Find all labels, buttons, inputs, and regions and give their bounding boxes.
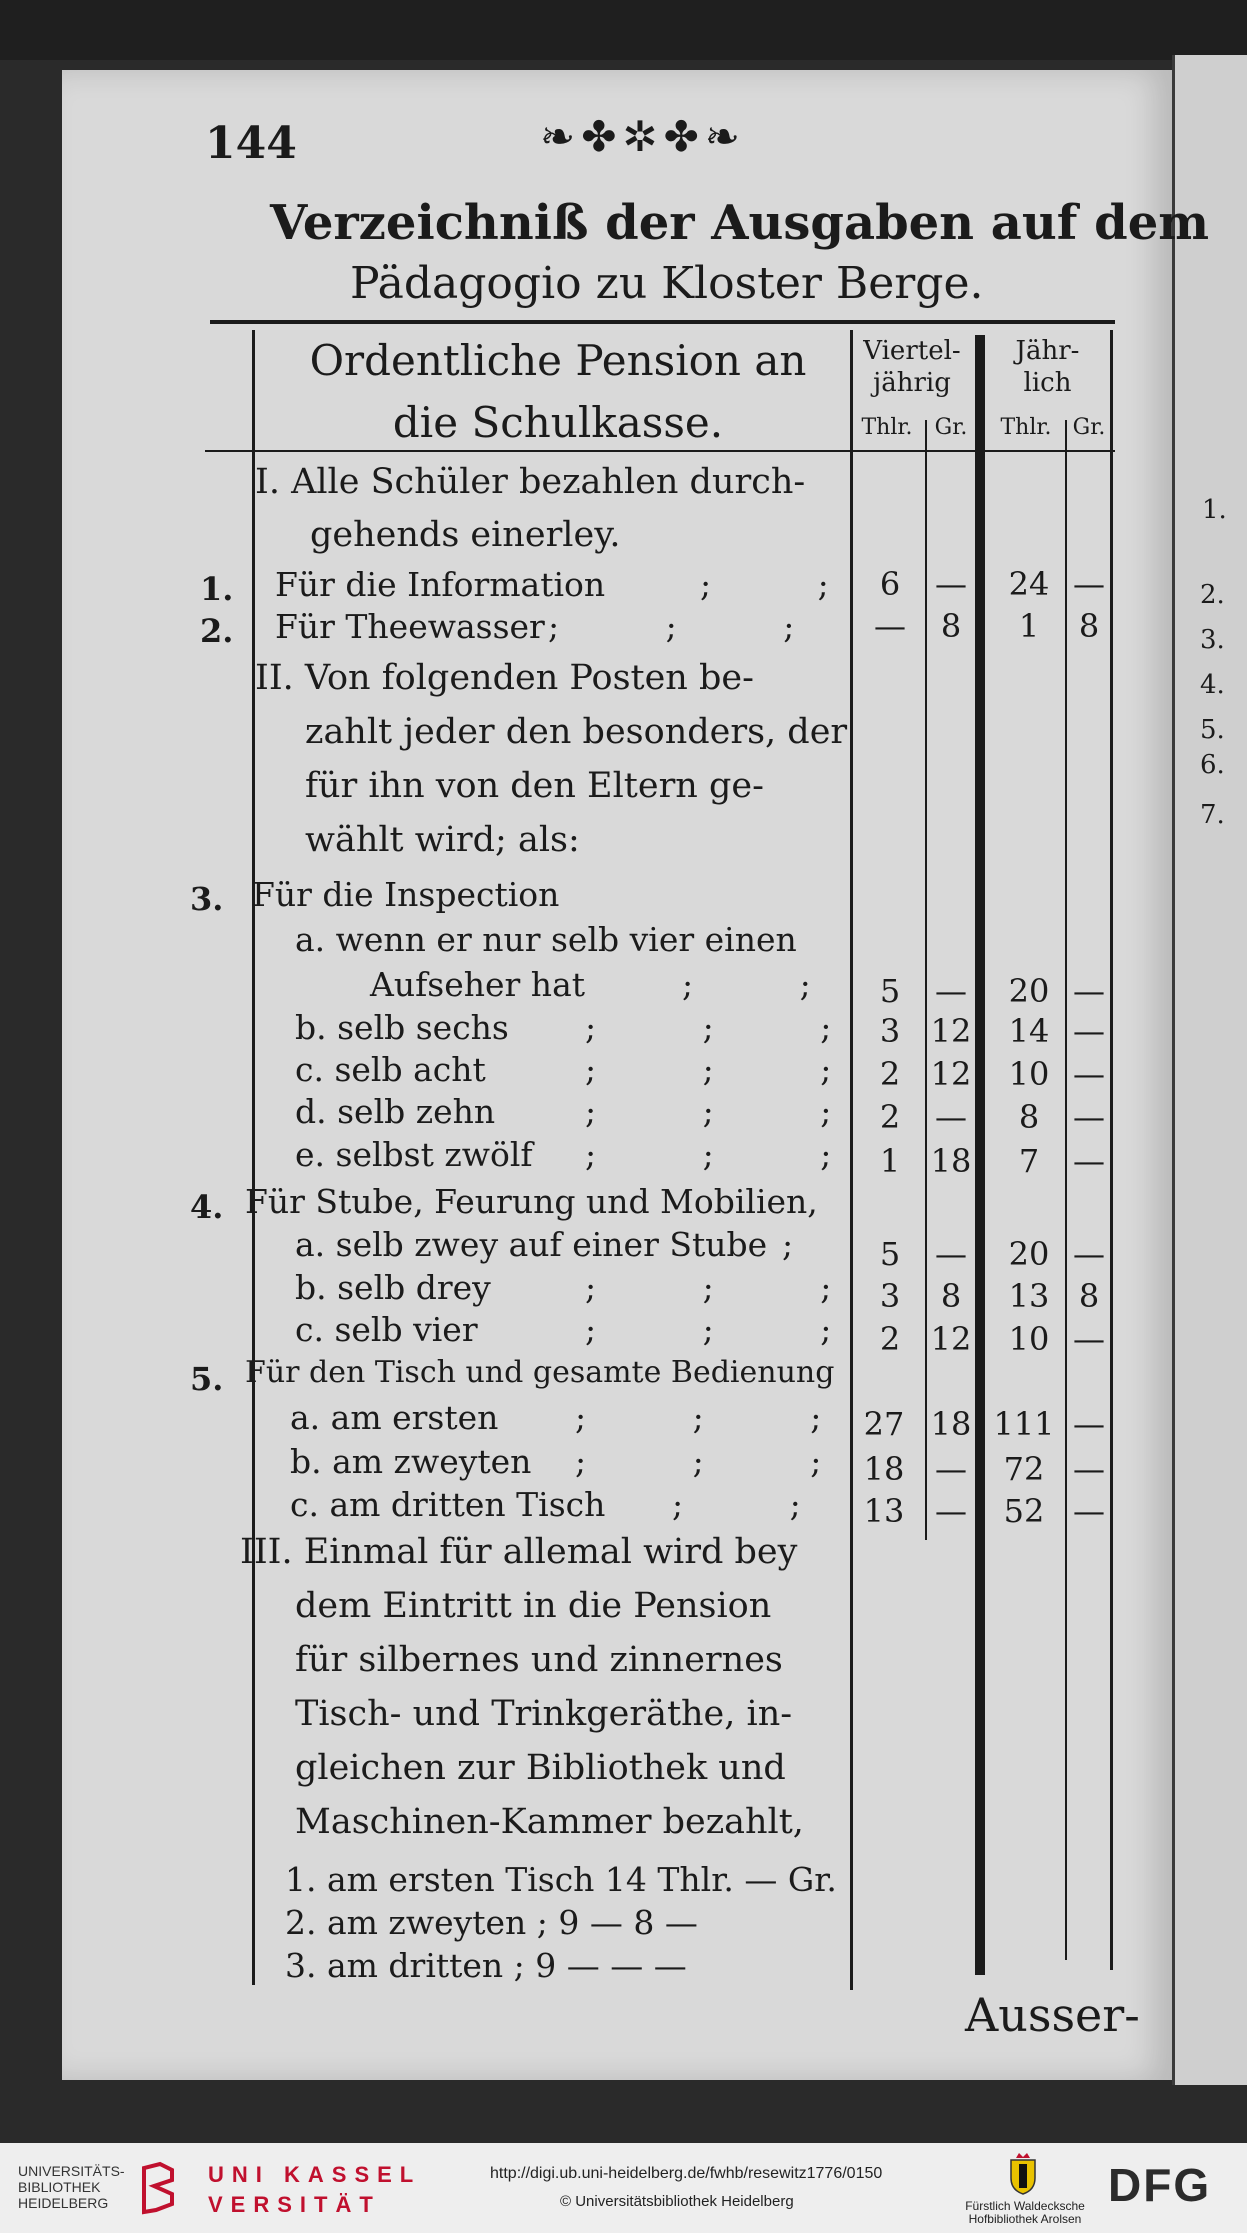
table-cell: 72 — [1003, 1450, 1045, 1488]
list-item: c. selb vier — [295, 1310, 478, 1349]
ub-heidelberg-logo[interactable]: UNIVERSITÄTS- BIBLIOTHEK HEIDELBERG — [18, 2163, 125, 2211]
next-page-marker: 4. — [1200, 670, 1225, 700]
list-item: Für die Information — [275, 565, 606, 604]
page-title: Verzeichniß der Ausgaben auf dem — [270, 195, 1210, 251]
list-item: b. selb drey — [295, 1268, 491, 1307]
list-item: Für die Inspection — [252, 875, 560, 914]
table-cell: 8 — [1078, 1277, 1100, 1315]
ditto-marks: ; ; ; — [575, 1398, 870, 1437]
list-item: 3. am dritten ; 9 — — — — [285, 1946, 687, 1985]
ditto-marks: ; ; ; — [585, 1268, 880, 1307]
ditto-marks: ; ; ; — [548, 607, 843, 646]
next-page-edge — [1172, 55, 1247, 2085]
row-marker: 4. — [190, 1188, 224, 1226]
table-cell: 2 — [879, 1055, 901, 1093]
ditto-marks: ; — [782, 1225, 842, 1264]
table-top-rule — [210, 320, 1115, 324]
list-item: Für Theewasser — [275, 607, 545, 646]
section-heading: Ordentliche Pension an die Schulkasse. — [309, 336, 807, 447]
list-item: Maschinen-Kammer bezahlt, — [295, 1802, 804, 1842]
table-cell: 8 — [940, 607, 962, 645]
uni-kassel-logo[interactable] — [208, 2160, 421, 2220]
ditto-marks: ; ; ; — [585, 1310, 880, 1349]
table-cell: 8 — [1018, 1098, 1040, 1136]
table-cell: — — [935, 972, 967, 1010]
table-cell: 52 — [1003, 1492, 1045, 1530]
table-cell: 12 — [930, 1320, 972, 1358]
list-item: c. am dritten Tisch — [290, 1485, 606, 1524]
ditto-marks: ; ; ; — [585, 1135, 880, 1174]
quarter-gr-divider — [925, 420, 927, 1540]
table-cell: — — [874, 607, 906, 645]
row-marker: 2. — [200, 612, 234, 650]
sub-thlr2-header: Thlr. — [1000, 415, 1052, 440]
table-cell: 10 — [1008, 1320, 1050, 1358]
table-cell: 27 — [863, 1405, 905, 1443]
list-item: b. am zweyten — [290, 1442, 532, 1481]
table-cell: — — [1073, 1405, 1105, 1443]
table-cell: — — [1073, 972, 1105, 1010]
table-cell: 13 — [863, 1492, 905, 1530]
next-page-marker: 7. — [1200, 800, 1225, 830]
page-subtitle: Pädagogio zu Kloster Berge. — [350, 258, 984, 309]
table-cell: 2 — [879, 1098, 901, 1136]
permalink[interactable]: http://digi.ub.uni-heidelberg.de/fwhb/resewitz1776/0150 — [490, 2165, 883, 2182]
table-cell: 10 — [1008, 1055, 1050, 1093]
list-item: gleichen zur Bibliothek und — [295, 1748, 786, 1788]
list-item: a. wenn er nur selb vier einen — [295, 920, 797, 959]
row-marker: 5. — [190, 1360, 224, 1398]
sub-gr-header: Gr. — [934, 415, 968, 440]
row-marker: 3. — [190, 880, 224, 918]
table-cell: — — [935, 1098, 967, 1136]
list-item: e. selbst zwölf — [295, 1135, 533, 1174]
table-cell: — — [1073, 1142, 1105, 1180]
table-cell: 8 — [940, 1277, 962, 1315]
table-cell: 13 — [1008, 1277, 1050, 1315]
table-cell: 1 — [879, 1142, 901, 1180]
table-cell: 20 — [1008, 1235, 1050, 1273]
table-cell: — — [1073, 1320, 1105, 1358]
list-item: für ihn von den Eltern ge- — [305, 766, 764, 806]
list-item: I. Alle Schüler bezahlen durch- — [255, 462, 806, 502]
ditto-marks: ; ; — [672, 1485, 849, 1524]
table-cell: — — [1073, 1055, 1105, 1093]
ditto-marks: ; ; ; — [585, 1008, 880, 1047]
list-item: zahlt jeder den besonders, der — [305, 712, 848, 752]
list-item: III. Einmal für allemal wird bey — [240, 1532, 798, 1572]
next-page-marker: 5. — [1200, 715, 1225, 745]
scanner-frame — [0, 0, 1247, 60]
table-cell: 18 — [930, 1142, 972, 1180]
next-page-marker: 6. — [1200, 750, 1225, 780]
table-cell: 14 — [1008, 1012, 1050, 1050]
list-item: 2. am zweyten ; 9 — 8 — — [285, 1903, 698, 1942]
table-cell: — — [935, 1492, 967, 1530]
copyright-notice: © Universitätsbibliothek Heidelberg — [560, 2193, 794, 2210]
sub-gr2-header: Gr. — [1072, 415, 1106, 440]
dfg-logo[interactable]: DFG — [1108, 2159, 1212, 2211]
table-cell: 5 — [879, 972, 901, 1010]
table-cell: 3 — [879, 1277, 901, 1315]
row-marker: 1. — [200, 570, 234, 608]
list-item: dem Eintritt in die Pension — [295, 1586, 772, 1626]
catchword: Ausser- — [965, 1988, 1140, 2042]
table-cell: — — [935, 1450, 967, 1488]
left-rule — [252, 330, 255, 1985]
list-item: Für Stube, Feurung und Mobilien, — [245, 1182, 818, 1221]
table-cell: 1 — [1018, 607, 1040, 645]
list-item: 1. am ersten Tisch 14 Thlr. — Gr. — [285, 1860, 837, 1899]
table-cell: 111 — [993, 1405, 1055, 1443]
next-page-marker: 1. — [1202, 495, 1227, 525]
kassel-logo-line1: UNI KASSEL — [208, 2162, 422, 2187]
list-item: Für den Tisch und gesamte Bedienung — [245, 1355, 835, 1390]
table-cell: — — [935, 565, 967, 603]
list-item: Aufseher hat — [370, 965, 585, 1004]
col-quarterly-header: Viertel- jährig — [863, 336, 961, 398]
table-cell: — — [1073, 1012, 1105, 1050]
table-cell: 7 — [1018, 1142, 1040, 1180]
sub-thlr-header: Thlr. — [861, 415, 913, 440]
year-gr-divider — [1065, 420, 1067, 1960]
list-item: c. selb acht — [295, 1050, 486, 1089]
list-item: wählt wird; als: — [305, 820, 580, 860]
next-page-marker: 3. — [1200, 625, 1225, 655]
next-page-marker: 2. — [1200, 580, 1225, 610]
kassel-logo-line2: VERSITÄT — [208, 2192, 381, 2217]
list-item: Tisch- und Trinkgeräthe, in- — [295, 1694, 793, 1734]
list-item: II. Von folgenden Posten be- — [255, 658, 754, 698]
table-cell: 3 — [879, 1012, 901, 1050]
col-yearly-header: Jähr- lich — [1015, 336, 1080, 398]
kassel-logo-icon — [140, 2160, 176, 2216]
right-rule — [1110, 330, 1113, 1970]
table-cell: 18 — [863, 1450, 905, 1488]
table-cell: 18 — [930, 1405, 972, 1443]
table-cell: — — [1073, 1235, 1105, 1273]
table-cell: 12 — [930, 1012, 972, 1050]
ornament-icon: ❧✤✲✤❧ — [540, 112, 746, 161]
table-cell: — — [1073, 1450, 1105, 1488]
table-cell: — — [1073, 1492, 1105, 1530]
ditto-marks: ; ; ; — [585, 1050, 880, 1089]
table-cell: 5 — [879, 1235, 901, 1273]
table-cell: — — [1073, 1098, 1105, 1136]
ditto-marks: ; ; — [682, 965, 859, 1004]
table-cell: 12 — [930, 1055, 972, 1093]
crest-icon — [1008, 2152, 1038, 2196]
table-cell: 6 — [879, 565, 901, 603]
ditto-marks: ; ; ; — [575, 1442, 870, 1481]
center-bold-rule — [975, 335, 985, 1975]
list-item: b. selb sechs — [295, 1008, 509, 1047]
page-number: 144 — [205, 118, 297, 169]
table-cell: 2 — [879, 1320, 901, 1358]
list-item: gehends einerley. — [310, 515, 621, 555]
table-cell: 8 — [1078, 607, 1100, 645]
table-cell: — — [935, 1235, 967, 1273]
ditto-marks: ; ; — [700, 565, 877, 604]
list-item: d. selb zehn — [295, 1092, 496, 1131]
table-cell: 24 — [1008, 565, 1050, 603]
list-item: a. selb zwey auf einer Stube — [295, 1225, 768, 1264]
table-cell: — — [1073, 565, 1105, 603]
table-cell: 20 — [1008, 972, 1050, 1010]
list-item: a. am ersten — [290, 1398, 499, 1437]
arolsen-library-logo[interactable]: Fürstlich Waldecksche Hofbibliothek Arolsen — [965, 2199, 1085, 2226]
ditto-marks: ; ; ; — [585, 1092, 880, 1131]
list-item: für silbernes und zinnernes — [295, 1640, 783, 1680]
